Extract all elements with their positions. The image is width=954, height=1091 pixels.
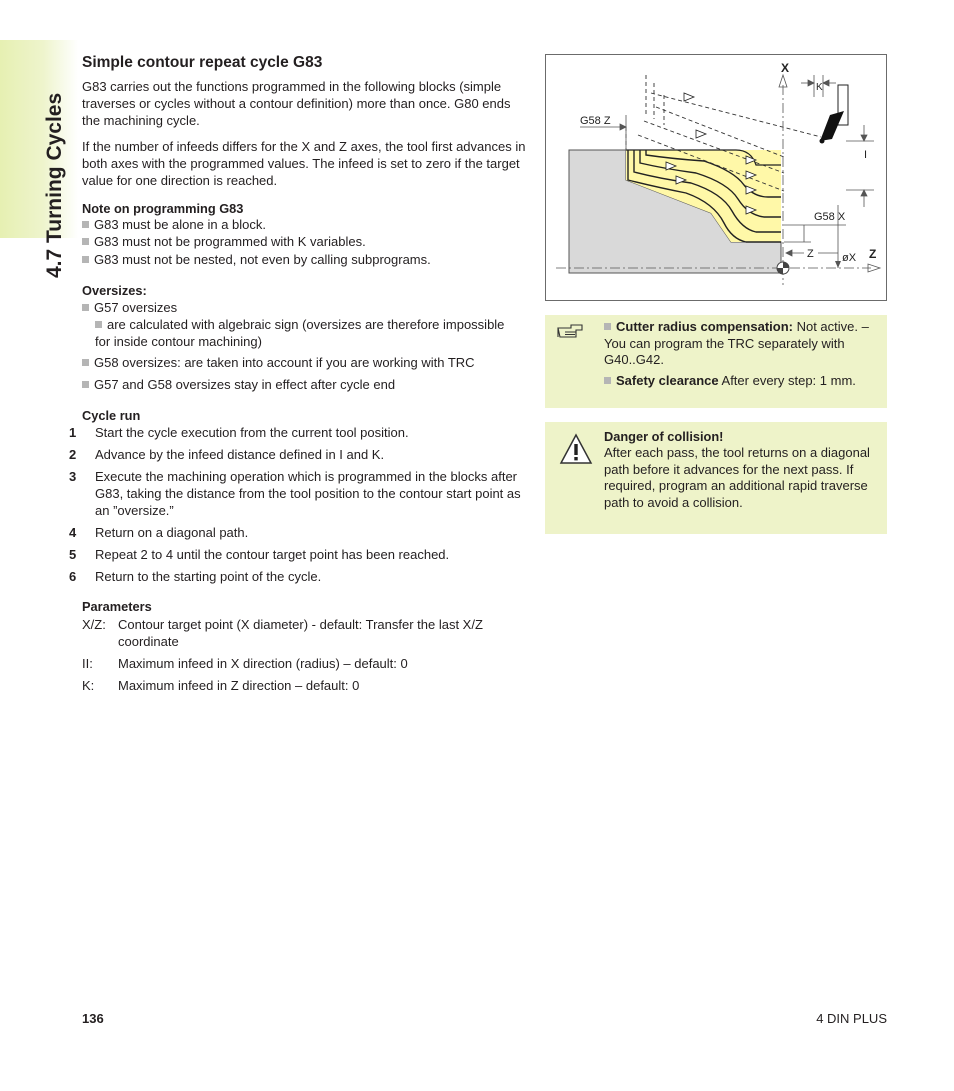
cycle-step: 2 Advance by the infeed distance defined in I and K. bbox=[69, 447, 385, 462]
cycle-step: 3 Execute the machining operation which is programmed in the blocks after G83, taking the distance from the tool position to the contour start point as an ”oversize.” bbox=[69, 469, 521, 518]
label-dx: øX bbox=[842, 252, 857, 264]
label-g58z: G58 Z bbox=[580, 115, 611, 127]
oversizes-subitem: are calculated with algebraic sign (oversizes are therefore impossible for inside contour machining) bbox=[95, 317, 505, 349]
note-programming-item: G83 must not be nested, not even by calling subprograms. bbox=[82, 252, 527, 269]
dx-arrow-icon bbox=[835, 261, 841, 268]
cycle-step: 5 Repeat 2 to 4 until the contour target point has been reached. bbox=[69, 547, 450, 562]
cycle-step: 1 Start the cycle execution from the current tool position. bbox=[69, 425, 409, 440]
note-danger-box bbox=[545, 422, 887, 534]
parameter-row: X/Z: Contour target point (X diameter) - default: Transfer the last X/Z coordinate bbox=[82, 617, 483, 649]
label-g58x: G58 X bbox=[814, 211, 846, 223]
g58x-dimension bbox=[784, 225, 846, 242]
x-axis-label: X bbox=[781, 61, 790, 75]
note-danger-text: After each pass, the tool returns on a diagonal path before it advances for the next pass. If required, program an additional rapid traverse path to avoid a collision. bbox=[604, 445, 870, 510]
tool-icon bbox=[820, 85, 849, 144]
pointing-hand-icon bbox=[556, 321, 584, 341]
bullet-icon bbox=[82, 381, 89, 388]
parameters-heading: Parameters bbox=[82, 599, 152, 614]
oversizes-heading: Oversizes: bbox=[82, 283, 147, 298]
bullet-icon bbox=[82, 304, 89, 311]
bullet-icon bbox=[82, 238, 89, 245]
cycle-diagram bbox=[545, 54, 887, 301]
parameter-row: II: Maximum infeed in X direction (radius) – default: 0 bbox=[82, 656, 408, 671]
bullet-icon bbox=[82, 221, 89, 228]
note-trc-paragraph-2: Safety clearance After every step: 1 mm. bbox=[604, 373, 879, 390]
oversizes-item: G58 oversizes: are taken into account if you are working with TRC bbox=[82, 355, 527, 372]
chapter-tab bbox=[0, 40, 78, 278]
bullet-icon bbox=[82, 256, 89, 263]
bullet-icon bbox=[95, 321, 102, 328]
bullet-icon bbox=[604, 377, 611, 384]
origin-icon bbox=[777, 262, 789, 274]
chapter-tab-label: 4.7 Turning Cycles bbox=[43, 92, 66, 278]
intro-paragraph-2: If the number of infeeds differs for the X and Z axes, the tool first advances in both axes with the programmed values. The infeed is set to zero if the target value for one direction is reached. bbox=[82, 139, 526, 188]
label-i: I bbox=[864, 149, 868, 161]
parameter-row: K: Maximum infeed in Z direction – default: 0 bbox=[82, 678, 360, 693]
note-trc-box bbox=[545, 315, 887, 408]
z-axis-label: Z bbox=[869, 247, 877, 261]
section-title: Simple contour repeat cycle G83 bbox=[82, 54, 323, 71]
oversizes-item: G57 oversizes bbox=[82, 300, 527, 317]
note-programming-item: G83 must be alone in a block. bbox=[82, 217, 527, 234]
note-trc-paragraph-1: Cutter radius compensation: Not active. – You can program the TRC separately with G40..G42. bbox=[604, 319, 869, 368]
cycle-step: 6 Return to the starting point of the cycle. bbox=[69, 569, 322, 584]
cycle-run-heading: Cycle run bbox=[82, 408, 141, 423]
bullet-icon bbox=[82, 359, 89, 366]
page-number: 136 bbox=[82, 1011, 104, 1026]
oversizes-item: G57 and G58 oversizes stay in effect after cycle end bbox=[82, 377, 527, 394]
cycle-diagram-svg bbox=[546, 55, 886, 300]
note-danger-title: Danger of collision! bbox=[604, 429, 724, 444]
cycle-step: 4 Return on a diagonal path. bbox=[69, 525, 249, 540]
chapter-footer: 4 DIN PLUS bbox=[816, 1011, 887, 1026]
warning-triangle-icon bbox=[559, 433, 593, 465]
bullet-icon bbox=[604, 323, 611, 330]
i-dimension bbox=[846, 125, 874, 207]
label-z: Z bbox=[807, 248, 814, 260]
label-k: K bbox=[816, 82, 823, 93]
note-programming-item: G83 must not be programmed with K variables. bbox=[82, 234, 527, 251]
note-programming-heading: Note on programming G83 bbox=[82, 201, 244, 216]
intro-paragraph-1: G83 carries out the functions programmed in the following blocks (simple traverses or cycles without a contour definition) more than once. G80 ends the machining cycle. bbox=[82, 79, 511, 128]
